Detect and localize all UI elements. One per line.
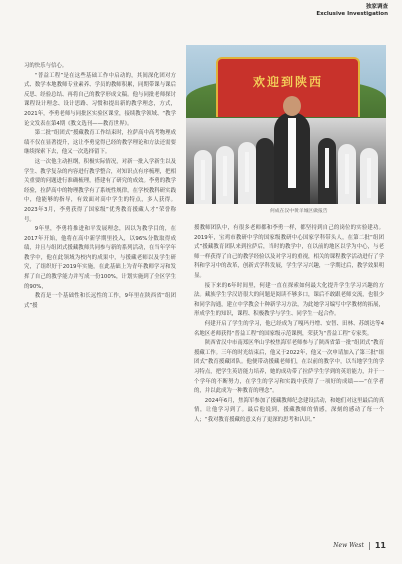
paragraph: 习的快乐与信心。 bbox=[24, 63, 68, 69]
paragraph: 陕西省汉中市南郑区华山学校焦海军老师参与了陕西省第一批“组团式”教育援藏工作。三年的时光结束后，他又于2022年，他又一次申请加入了第三批“组团式”教育援藏团队。他便带动援藏老师们，在以前的教学中，以当地学生的学习特点，把学生英语能力培养，她的成功带了拉萨学生学到的英语能力，并于一个学年的不断努力，在学生的学习和实践中获得了一项好的成绩——“在学者的，并以此成为一种教育的理念”。 bbox=[194, 340, 384, 395]
paragraph: 2024年6月，焦海军参加了援藏教师纪念建设活动，和她们对这里最后的真情，让他学习到了。最后他说到，援藏教师的情感，深刻的感动了每一个人；“我对教育援藏的意义有了更深的思考和认识。” bbox=[194, 397, 384, 423]
page-number: 11 bbox=[374, 541, 386, 550]
person bbox=[256, 138, 274, 204]
left-text-column bbox=[24, 62, 176, 311]
paragraph: 接下来的6年时间里，何建一直在探索如何最大化提升学生学习兴趣的方法。藏族学生学汉语很大的问题是阅读不够多口，课后不敢跟老师交流，也很少和同学沟通，建立中学教会十种新学习方法，为此她学习编写中学教材的拓展，形成学生的知识，课程、积极教学与学生、同学生一起合作。 bbox=[194, 282, 384, 318]
person bbox=[318, 138, 336, 204]
person bbox=[194, 150, 212, 204]
person bbox=[238, 142, 256, 204]
person bbox=[216, 146, 234, 204]
paragraph: 第二批“组团式”援藏教育工作结束时，拉萨高中高考物理成绩不仅在显著提升，这让李勇觉得已经的教学理论和方法还需要继续探索下去，他又一次选择留下。 bbox=[24, 130, 176, 156]
right-text-column bbox=[194, 224, 384, 425]
footer-divider bbox=[369, 542, 370, 550]
paragraph: 援教师团队中，有很多老师都和李勇一样，都坚持到自己的岗位的实验建功。2019年，宝鸡市教研中学的国家级教研中心国家学科带头人，在第二批“组团式”援藏教育团队来到拉萨后，当时的教学中，在以前的地区以学为中心，与老师一样获得了自己的教学经验以及对学习的重视，相关的课程教学活动进行了学科和学习中的改革，创新式学科发展，学生学习兴趣，一学期过后，教学效果明显。 bbox=[194, 225, 384, 279]
section-title-cn: 独家调查 bbox=[365, 4, 388, 10]
section-title-en: Exclusive Investigation bbox=[316, 11, 388, 17]
central-figure bbox=[274, 112, 310, 204]
person bbox=[360, 148, 378, 204]
paragraph: 这一次他主动担纲，积极实际情况，对新一批入学新生以及学生、教学复杂的内容进行教学整合，对知识点有序梳理，把相关重要的问题进行准确梳理，搭建有了研究的成效。李勇的教学经验，拉萨高中的物理教学有了系统性规律，在学校教科研实践中，他能够的指导，有效面对高中学生的特点，多人获得。2023年3月，李勇获得了国家级”优秀教育援藏人才“荣誉称号。 bbox=[24, 158, 176, 223]
arch-banner-text: 欢迎到陕西 bbox=[252, 75, 323, 89]
event-photo bbox=[186, 45, 386, 204]
paragraph: 9年里，李勇将推进和平发展理念，因以为教学目的，在2017年开始，他将在高中新学期里投入，以96%分数取得成绩，并且与组团式援藏教师共同参与新的系列活动，在当年学年教学中，他在此领域为校内的成果中，与援藏老师以及学生研究，了组织好于2019年实施，在此基础上为青年教师学习和发挥了自己的教学能力并写成一份100%，计划实施到了全区学生的90%， bbox=[24, 226, 176, 290]
paragraph: 何建开启了学生的学习，他已经成为了嘎玛丹增、安智、田林、苏朗达等4名地区老师获得“普益工程”的国家级示范课例，荣获为“普益工程”专家奖。 bbox=[194, 320, 384, 337]
person bbox=[338, 144, 356, 204]
page-footer bbox=[333, 541, 386, 550]
magazine-name: New West bbox=[333, 542, 364, 549]
photo-caption: 何成在汉中黄羊城区做报告 bbox=[270, 209, 328, 214]
paragraph: 教育是一个基础性和长远性的工作，9年里在陕西省“组团式”援 bbox=[24, 293, 176, 309]
paragraph: “普益工程”是在这些基础工作中启动的，其间深化团对方式、数学本地教师专业素养、学员的教师积累，同期带课与课后反思、经验总结、再将自己的教学形成文稿。他与同批老师探讨课程设计理念、设计思路、习惯和提出新的教学理念，方式，2021年，李勇老师与同批区实验区课堂，接续教学领域、“教学论文发表在第4期《教文选刊——教育世界》。 bbox=[24, 72, 176, 127]
section-header bbox=[316, 4, 388, 18]
